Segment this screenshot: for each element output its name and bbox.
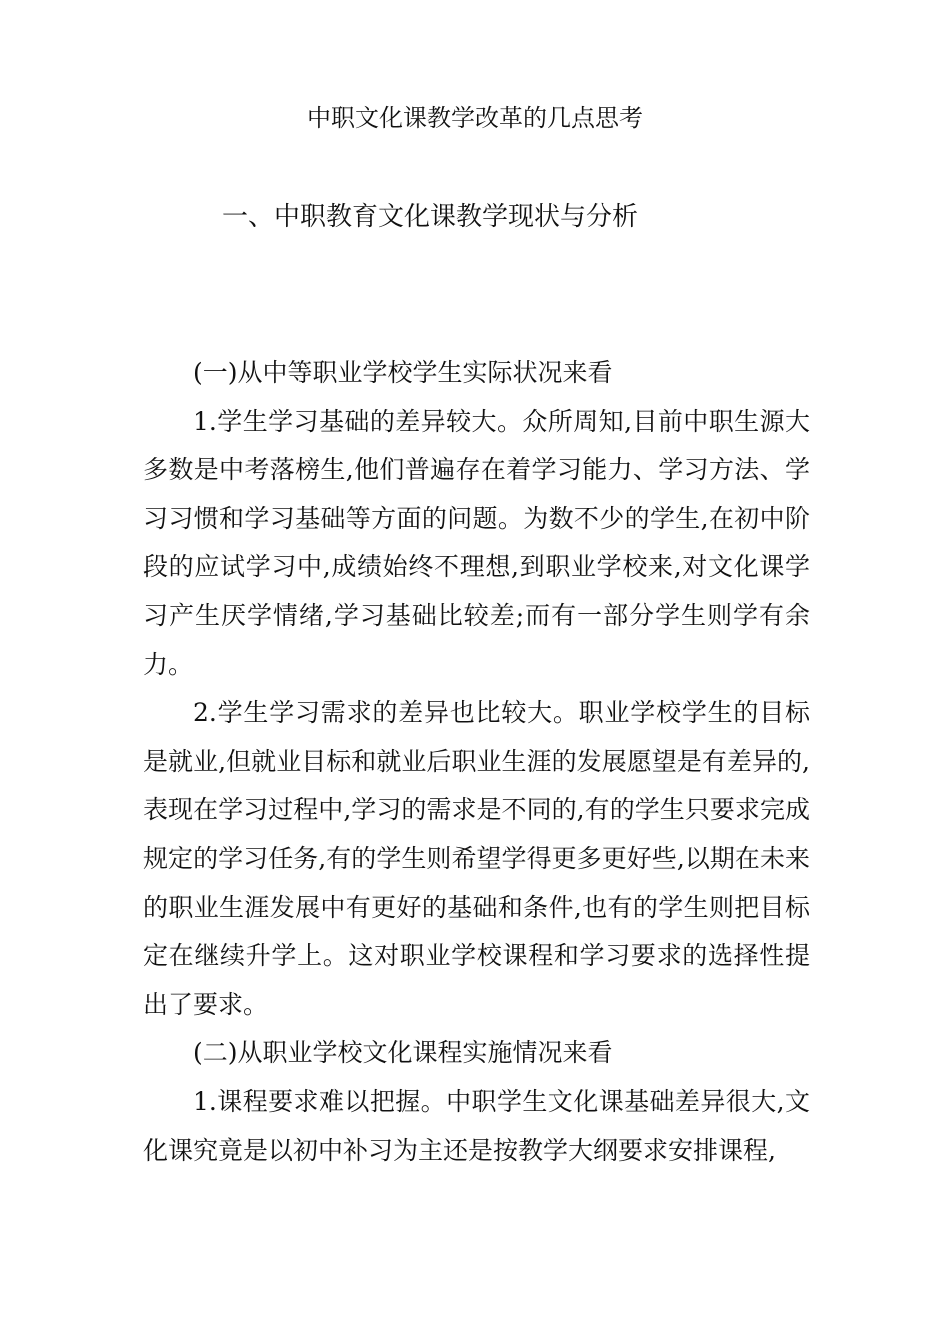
document-body (143, 349, 810, 1175)
paragraph-1: 1.学生学习基础的差异较大。众所周知,目前中职生源大多数是中考落榜生,他们普遍存在着学习能力、学习方法、学习习惯和学习基础等方面的问题。为数不少的学生,在初中阶段的应试学习中,成绩始终不理想,到职业学校来,对文化课学习产生厌学情绪,学习基础比较差;而有一部分学生则学有余力。 (143, 406, 810, 679)
paragraph-3: 1.课程要求难以把握。中职学生文化课基础差异很大,文化课究竟是以初中补习为主还是按教学大纲要求安排课程, (143, 1086, 810, 1165)
section-heading: 一、中职教育文化课教学现状与分析 (222, 202, 639, 232)
paragraph-2: 2.学生学习需求的差异也比较大。职业学校学生的目标是就业,但就业目标和就业后职业生涯的发展愿望是有差异的,表现在学习过程中,学习的需求是不同的,有的学生只要求完成规定的学习任务,有的学生则希望学得更多更好些,以期在未来的职业生涯发展中有更好的基础和条件,也有的学生则把目标定在继续升学上。这对职业学校课程和学习要求的选择性提出了要求。 (143, 698, 810, 1019)
subsection-heading-1: (一)从中等职业学校学生实际状况来看 (193, 358, 613, 387)
subsection-heading-2: (二)从职业学校文化课程实施情况来看 (193, 1038, 613, 1068)
document-title: 中职文化课教学改革的几点思考 (307, 104, 643, 132)
